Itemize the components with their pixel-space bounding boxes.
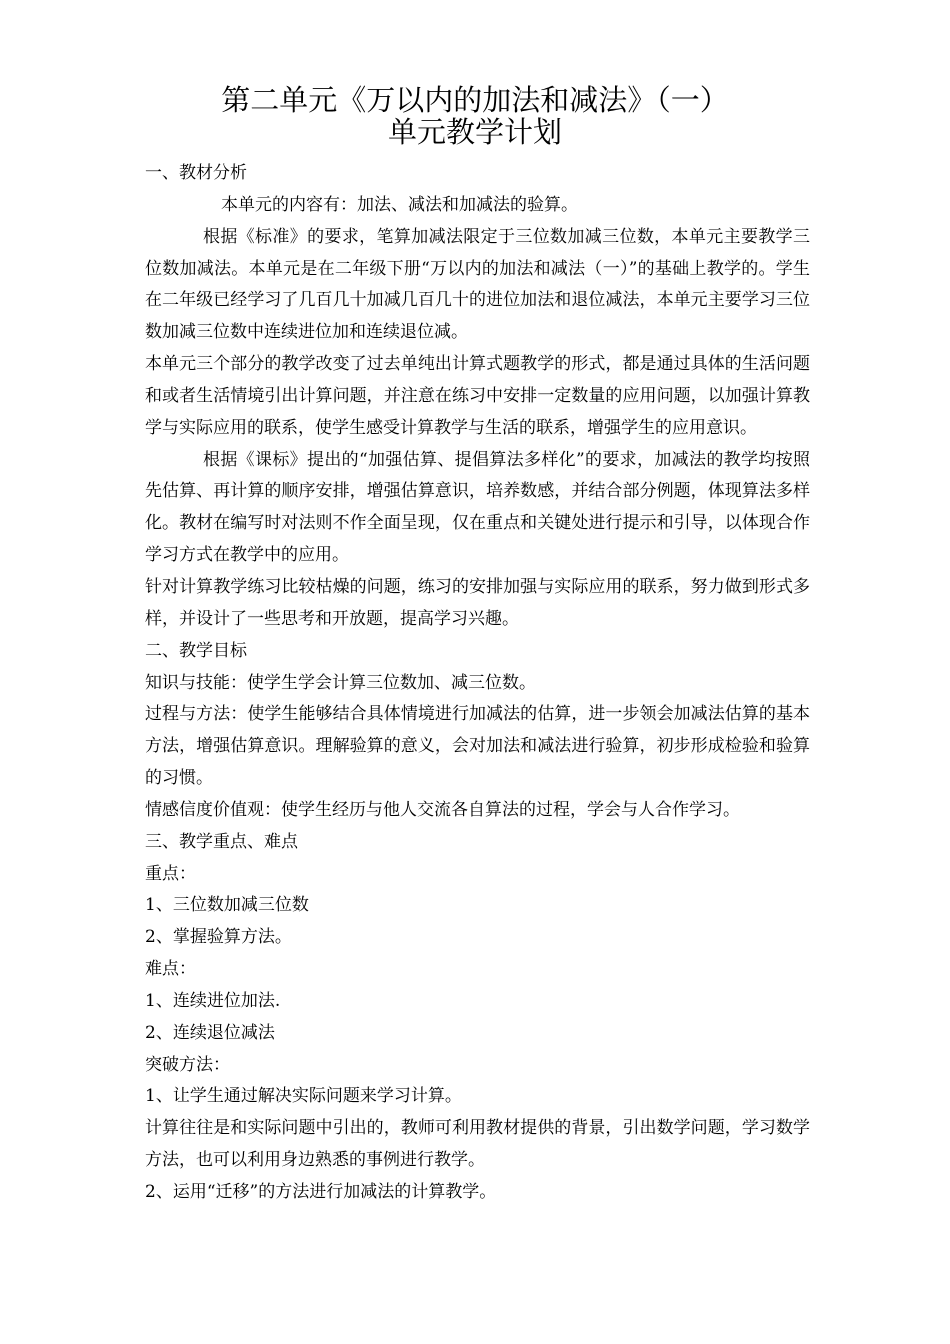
paragraph: 根据《标准》的要求，笔算加减法限定于三位数加减三位数，本单元主要教学三位数加减法。本单元是在二年级下册“万以内的加法和减法（一）”的基础上教学的。学生在二年级已经学习了几百几十加减几百几十的进位加法和退位减法，本单元主要学习三位数加减三位数中连续进位加和连续退位减。 [145, 226, 810, 343]
document-body [145, 158, 810, 1209]
page-title: 第二单元《万以内的加法和减法》（一） [221, 83, 729, 117]
list-item: 2、掌握验算方法。 [145, 927, 292, 948]
list-item: 2、运用“迁移”的方法进行加减法的计算教学。 [145, 1182, 497, 1202]
difficulties-label: 难点： [145, 959, 196, 980]
paragraph: 本单元三个部分的教学改变了过去单纯出计算式题教学的形式，都是通过具体的生活问题和或者生活情境引出计算问题，并注意在练习中安排一定数量的应用问题，以加强计算教学与实际应用的联系，使学生感受计算教学与生活的联系，增强学生的应用意识。 [145, 354, 810, 438]
paragraph: 情感信度价值观：使学生经历与他人交流各自算法的过程，学会与人合作学习。 [145, 799, 740, 820]
paragraph: 本单元的内容有：加法、减法和加减法的验算。 [221, 194, 578, 215]
page-subtitle: 单元教学计划 [387, 115, 562, 149]
paragraph: 根据《课标》提出的“加强估算、提倡算法多样化”的要求，加减法的教学均按照先估算、再计算的顺序安排，增强估算意识，培养数感，并结合部分例题，体现算法多样化。教材在编写时对法则不作全面呈现，仅在重点和关键处进行提示和引导，以体现合作学习方式在教学中的应用。 [145, 449, 810, 566]
list-item: 1、连续进位加法. [145, 990, 281, 1011]
list-item: 1、让学生通过解决实际问题来学习计算。 [145, 1086, 462, 1107]
key-points-label: 重点： [145, 863, 196, 884]
section-heading-key-points: 三、教学重点、难点 [145, 831, 298, 852]
methods-label: 突破方法： [145, 1054, 230, 1075]
paragraph: 计算往往是和实际问题中引出的，教师可利用教材提供的背景，引出数学问题，学习数学方法，也可以利用身边熟悉的事例进行教学。 [145, 1118, 810, 1171]
paragraph: 知识与技能：使学生学会计算三位数加、减三位数。 [145, 672, 536, 693]
section-heading-materials: 一、教材分析 [145, 163, 247, 183]
list-item: 2、连续退位减法 [145, 1022, 275, 1043]
section-heading-goals: 二、教学目标 [145, 640, 247, 661]
paragraph: 针对计算教学练习比较枯燥的问题，练习的安排加强与实际应用的联系，努力做到形式多样，并设计了一些思考和开放题，提高学习兴趣。 [145, 576, 810, 629]
list-item: 1、三位数加减三位数 [145, 895, 309, 916]
paragraph: 过程与方法：使学生能够结合具体情境进行加减法的估算，进一步领会加减法估算的基本方法，增强估算意识。理解验算的意义，会对加法和减法进行验算，初步形成检验和验算的习惯。 [145, 704, 810, 789]
